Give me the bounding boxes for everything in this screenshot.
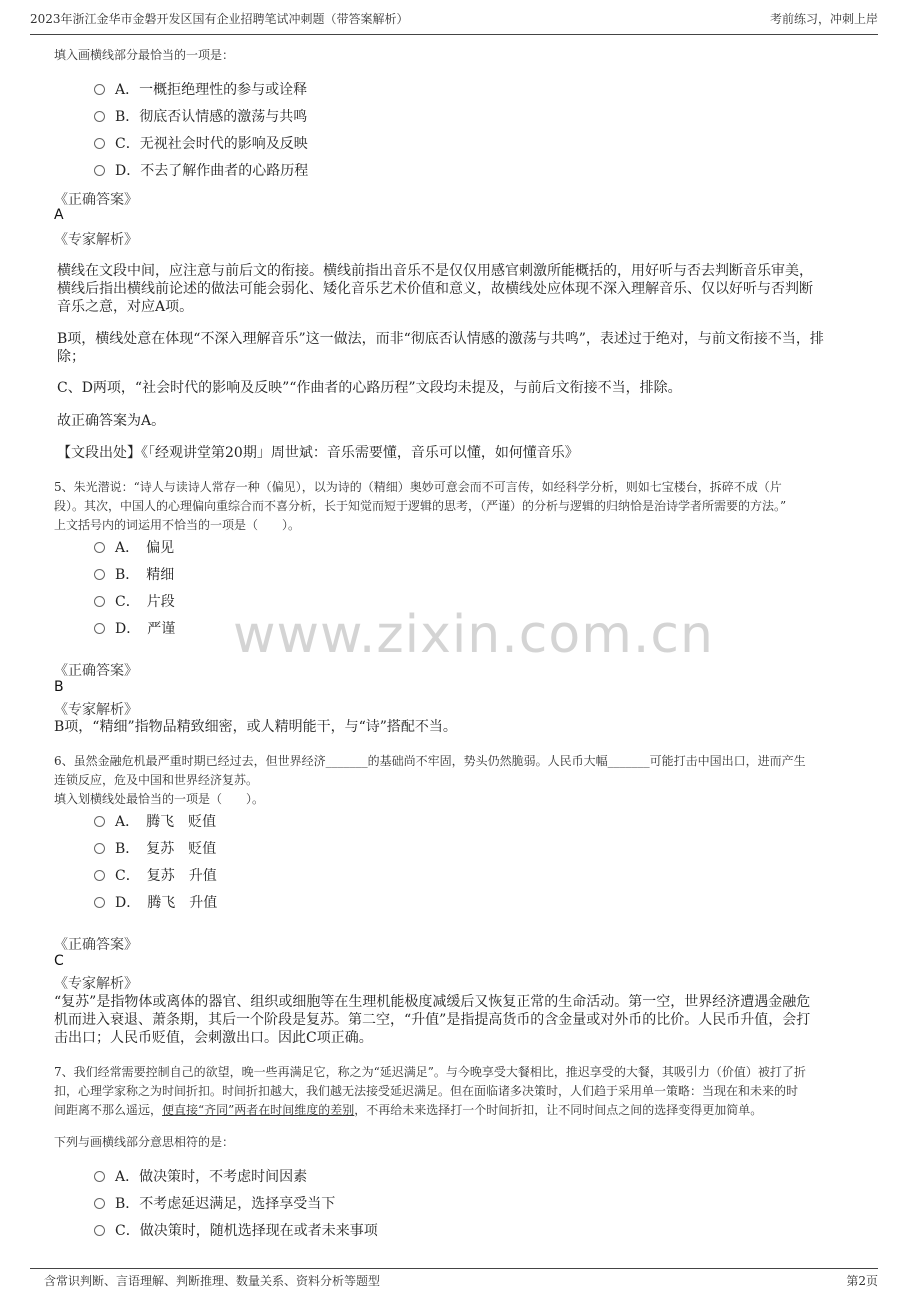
q7-prompt: 下列与画横线部分意思相符的是： — [54, 1135, 235, 1149]
underlined-phrase: 便直接“齐同”两者在时间维度的差别 — [162, 1103, 355, 1117]
radio-icon[interactable] — [94, 816, 105, 827]
radio-icon[interactable] — [94, 897, 105, 908]
q4-option-b[interactable]: B．彻底否认情感的激荡与共鸣 — [94, 106, 307, 126]
footer-text: 含常识判断、言语理解、判断推理、数量关系、资料分析等题型 — [44, 1274, 381, 1288]
q5-stem-line: 5、朱光潜说：“诗人与读诗人常存一种（偏见），以为诗的（精细）奥妙可意会而不可言传，如经科学分析，则如七宝楼台，拆碎不成（片 — [54, 480, 782, 494]
q6-analysis-line: 机而进入衰退、萧条期，其后一个阶段是复苏。第二空，“升值”是指提高货币的含金量或对外币的比价。人民币升值，会打 — [54, 1012, 811, 1028]
radio-icon[interactable] — [94, 84, 105, 95]
q4-analysis-line: 横线在文段中间，应注意与前后文的衔接。横线前指出音乐不是仅仅用感官刺激所能概括的，用好听与否去判断音乐审美， — [57, 263, 813, 279]
q6-option-a[interactable]: A． 腾飞 贬值 — [94, 811, 216, 831]
radio-icon[interactable] — [94, 1225, 105, 1236]
q5-answer: B — [54, 679, 64, 695]
q7-stem-line: 间距离不那么遥远，便直接“齐同”两者在时间维度的差别，不再给未来选择打一个时间折扣，让不同时间点之间的选择变得更加简单。 — [54, 1103, 763, 1117]
radio-icon[interactable] — [94, 111, 105, 122]
q4-source: 【文段出处】《「经观讲堂第20期」周世斌：音乐需要懂，音乐可以懂，如何懂音乐》 — [57, 445, 579, 461]
q7-option-c[interactable]: C．做决策时，随机选择现在或者未来事项 — [94, 1220, 378, 1240]
q4-answer: A — [54, 207, 64, 223]
q4-prompt: 填入画横线部分最恰当的一项是： — [54, 48, 235, 62]
radio-icon[interactable] — [94, 843, 105, 854]
document-title: 2023年浙江金华市金磐开发区国有企业招聘笔试冲刺题（带答案解析） — [30, 12, 409, 26]
q4-option-a[interactable]: A．一概拒绝理性的参与或诠释 — [94, 79, 307, 99]
q6-stem-line: 填入划横线处最恰当的一项是（ ）。 — [54, 792, 265, 806]
radio-icon[interactable] — [94, 542, 105, 553]
q7-stem-line: 7、我们经常需要控制自己的欲望，晚一些再满足它，称之为“延迟满足”。与今晚享受大餐相比，推迟享受的大餐，其吸引力（价值）被打了折 — [54, 1065, 806, 1079]
q4-analysis-label: 《专家解析》 — [54, 232, 138, 248]
page-header — [30, 10, 878, 27]
q6-option-b[interactable]: B． 复苏 贬值 — [94, 838, 216, 858]
q7-option-b[interactable]: B．不考虑延迟满足，选择享受当下 — [94, 1193, 335, 1213]
radio-icon[interactable] — [94, 138, 105, 149]
q6-answer-label: 《正确答案》 — [54, 937, 138, 953]
page-footer — [44, 1272, 878, 1289]
q5-option-b[interactable]: B． 精细 — [94, 564, 174, 584]
q4-analysis-line: 故正确答案为A。 — [57, 413, 166, 429]
q6-analysis-label: 《专家解析》 — [54, 976, 138, 992]
q4-analysis-line: C、D两项，“社会时代的影响及反映”“作曲者的心路历程”文段均未提及，与前后文衔接不当，排除。 — [57, 380, 682, 396]
q5-stem-line: 上文括号内的词运用不恰当的一项是（ ）。 — [54, 518, 301, 532]
footer-divider — [30, 1268, 878, 1269]
q4-option-c[interactable]: C．无视社会时代的影响及反映 — [94, 133, 308, 153]
q7-option-a[interactable]: A．做决策时，不考虑时间因素 — [94, 1166, 307, 1186]
watermark: www.zixin.com.cn — [233, 605, 714, 665]
q4-analysis-line: 音乐之意，对应A项。 — [57, 299, 194, 315]
q5-analysis-line: B项，“精细”指物品精致细密，或人精明能干，与“诗”搭配不当。 — [54, 719, 457, 735]
q6-analysis-line: 击出口；人民币贬值，会刺激出口。因此C项正确。 — [54, 1030, 373, 1046]
q5-analysis-label: 《专家解析》 — [54, 702, 138, 718]
q5-stem-line: 段）。其次，中国人的心理偏向重综合而不喜分析，长于知觉而短于逻辑的思考，（严谨）的分析与逻辑的归纳恰是治诗学者所需要的方法。” — [54, 499, 787, 513]
header-slogan: 考前练习，冲刺上岸 — [769, 12, 878, 26]
header-divider — [30, 34, 878, 35]
q4-analysis-line: 横线后指出横线前论述的做法可能会弱化、矮化音乐艺术价值和意义，故横线处应体现不深入理解音乐、仅以好听与否判断 — [57, 281, 813, 297]
q6-option-d[interactable]: D． 腾飞 升值 — [94, 892, 217, 912]
q7-stem-line: 扣，心理学家称之为时间折扣。时间折扣越大，我们越无法接受延迟满足。但在面临诸多决策时，人们趋于采用单一策略：当现在和未来的时 — [54, 1084, 799, 1098]
q5-answer-label: 《正确答案》 — [54, 663, 138, 679]
radio-icon[interactable] — [94, 623, 105, 634]
q6-option-c[interactable]: C． 复苏 升值 — [94, 865, 217, 885]
q4-option-d[interactable]: D．不去了解作曲者的心路历程 — [94, 160, 308, 180]
page-number: 第2页 — [846, 1274, 878, 1288]
q6-stem-line: 连锁反应，危及中国和世界经济复苏。 — [54, 773, 259, 787]
q6-stem-line: 6、虽然金融危机最严重时期已经过去，但世界经济_______的基础尚不牢固，势头仍然脆弱。人民币大幅_______可能打击中国出口，进而产生 — [54, 754, 806, 768]
radio-icon[interactable] — [94, 596, 105, 607]
q4-analysis-line: 除； — [57, 349, 85, 365]
q4-answer-label: 《正确答案》 — [54, 192, 138, 208]
q6-analysis-line: “复苏”是指物体或离体的器官、组织或细胞等在生理机能极度减缓后又恢复正常的生命活动。第一空，世界经济遭遇金融危 — [54, 994, 811, 1010]
q6-answer: C — [54, 953, 64, 969]
q5-option-c[interactable]: C． 片段 — [94, 591, 175, 611]
radio-icon[interactable] — [94, 165, 105, 176]
q5-option-a[interactable]: A． 偏见 — [94, 537, 174, 557]
radio-icon[interactable] — [94, 870, 105, 881]
radio-icon[interactable] — [94, 1198, 105, 1209]
radio-icon[interactable] — [94, 1171, 105, 1182]
q5-option-d[interactable]: D． 严谨 — [94, 618, 175, 638]
radio-icon[interactable] — [94, 569, 105, 580]
q4-analysis-line: B项，横线处意在体现“不深入理解音乐”这一做法，而非“彻底否认情感的激荡与共鸣”，表述过于绝对，与前文衔接不当，排 — [57, 331, 824, 347]
